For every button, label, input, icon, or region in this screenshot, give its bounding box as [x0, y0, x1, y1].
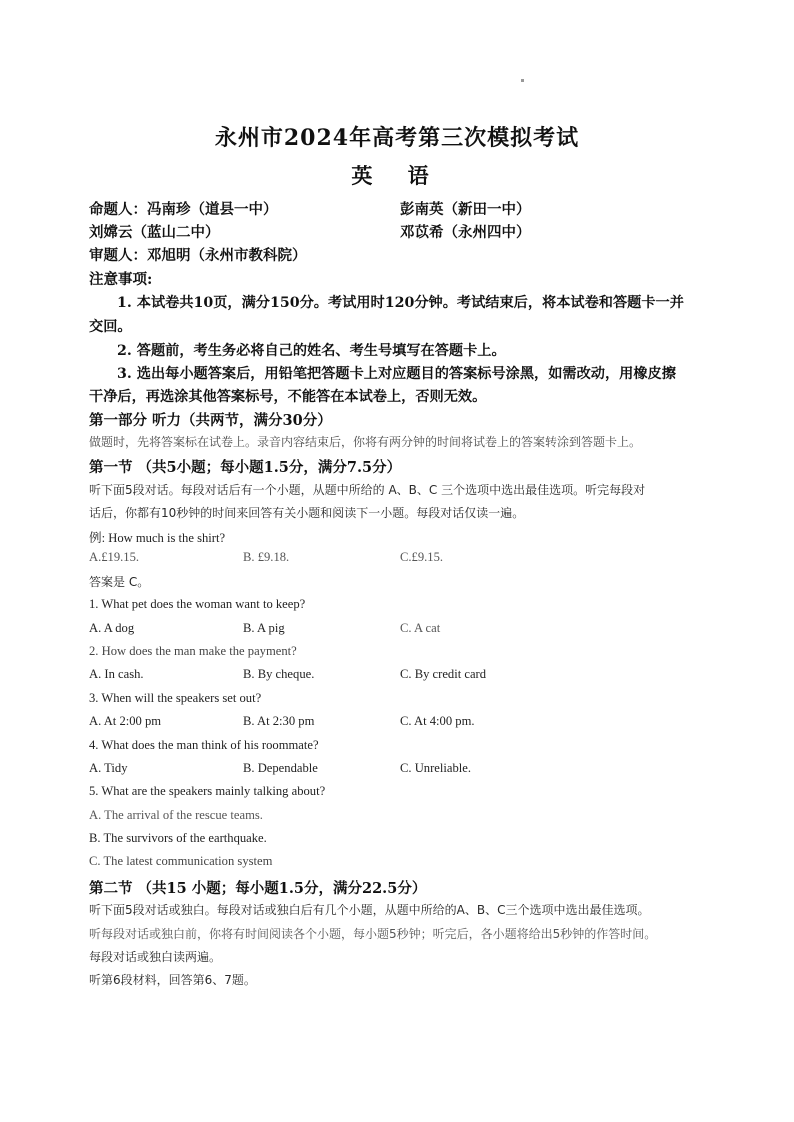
- example-question: 例: How much is the shirt?: [89, 531, 226, 545]
- notice-item-3: 3. 选出每小题答案后，用铅笔把答题卡上对应题目的答案标号涂黑，如需改动，用橡皮擦: [117, 366, 676, 382]
- q2-option-a: A. In cash.: [89, 667, 144, 681]
- material-6-note: 听第6段材料，回答第6、7题。: [89, 973, 256, 987]
- proposer-1: 命题人：冯南珍（道县一中）: [89, 201, 278, 218]
- section1-heading: 第一节 （共5小题；每小题1.5分，满分7.5分）: [89, 459, 402, 476]
- q5-option-b: B. The survivors of the earthquake.: [89, 831, 267, 845]
- notice-heading: 注意事项:: [89, 271, 153, 288]
- example-option-c: C.£9.15.: [400, 550, 444, 564]
- section2-instruction-3: 每段对话或独白读两遍。: [89, 950, 222, 964]
- notice-item-1-cont: 交回。: [89, 319, 132, 335]
- q4-option-b: B. Dependable: [243, 761, 318, 775]
- question-4: 4. What does the man think of his roommate?: [89, 738, 319, 752]
- section1-instruction-2: 话后，你都有10秒钟的时间来回答有关小题和阅读下一小题。每段对话仅读一遍。: [89, 506, 525, 520]
- q1-option-c: C. A cat: [400, 621, 441, 635]
- q1-option-b: B. A pig: [243, 621, 285, 635]
- section2-instruction-2: 听每段对话或独白前，你将有时间阅读各个小题，每小题5秒钟；听完后，各小题将给出5秒钟的作答时间。: [89, 927, 657, 941]
- proposer-2: 彭南英（新田一中）: [400, 201, 531, 218]
- q1-option-a: A. A dog: [89, 621, 135, 635]
- question-5: 5. What are the speakers mainly talking about?: [89, 784, 326, 798]
- q2-option-b: B. By cheque.: [243, 667, 315, 681]
- q5-option-c: C. The latest communication system: [89, 854, 273, 868]
- exam-title: 永州市2024年高考第三次模拟考试: [214, 125, 580, 151]
- q5-option-a: A. The arrival of the rescue teams.: [89, 808, 263, 822]
- q3-option-b: B. At 2:30 pm: [243, 714, 315, 728]
- q4-option-c: C. Unreliable.: [400, 761, 471, 775]
- q3-option-c: C. At 4:00 pm.: [400, 714, 475, 728]
- section2-heading: 第二节 （共15 小题；每小题1.5分，满分22.5分）: [89, 880, 427, 897]
- question-1: 1. What pet does the woman want to keep?: [89, 597, 306, 611]
- proposer-4: 邓苡希（永州四中）: [400, 224, 531, 241]
- example-option-a: A.£19.15.: [89, 550, 140, 564]
- part1-heading: 第一部分 听力（共两节，满分30分）: [89, 412, 332, 429]
- notice-item-1: 1. 本试卷共10页，满分150分。考试用时120分钟。考试结束后，将本试卷和答题卡一并: [117, 295, 684, 311]
- exam-subject: 英 语: [351, 163, 443, 188]
- reviewer: 审题人：邓旭明（永州市教科院）: [89, 247, 307, 264]
- q2-option-c: C. By credit card: [400, 667, 487, 681]
- question-2: 2. How does the man make the payment?: [89, 644, 297, 658]
- scan-dot: [521, 79, 524, 82]
- part1-instruction: 做题时，先将答案标在试卷上。录音内容结束后，你将有两分钟的时间将试卷上的答案转涂到答题卡上。: [89, 435, 642, 449]
- question-3: 3. When will the speakers set out?: [89, 691, 262, 705]
- q3-option-a: A. At 2:00 pm: [89, 714, 162, 728]
- q4-option-a: A. Tidy: [89, 761, 128, 775]
- proposer-3: 刘嫦云（蓝山二中）: [89, 224, 220, 241]
- section1-instruction-1: 听下面5段对话。每段对话后有一个小题，从题中所给的 A、B、C 三个选项中选出最佳选项。听完每段对: [89, 483, 646, 497]
- example-answer: 答案是 C。: [89, 575, 150, 589]
- notice-item-3-cont: 干净后，再选涂其他答案标号，不能答在本试卷上，否则无效。: [89, 389, 487, 405]
- example-option-b: B. £9.18.: [243, 550, 290, 564]
- notice-item-2: 2. 答题前，考生务必将自己的姓名、考生号填写在答题卡上。: [117, 343, 506, 359]
- section2-instruction-1: 听下面5段对话或独白。每段对话或独白后有几个小题，从题中所给的A、B、C三个选项中选出最佳选项。: [89, 903, 650, 917]
